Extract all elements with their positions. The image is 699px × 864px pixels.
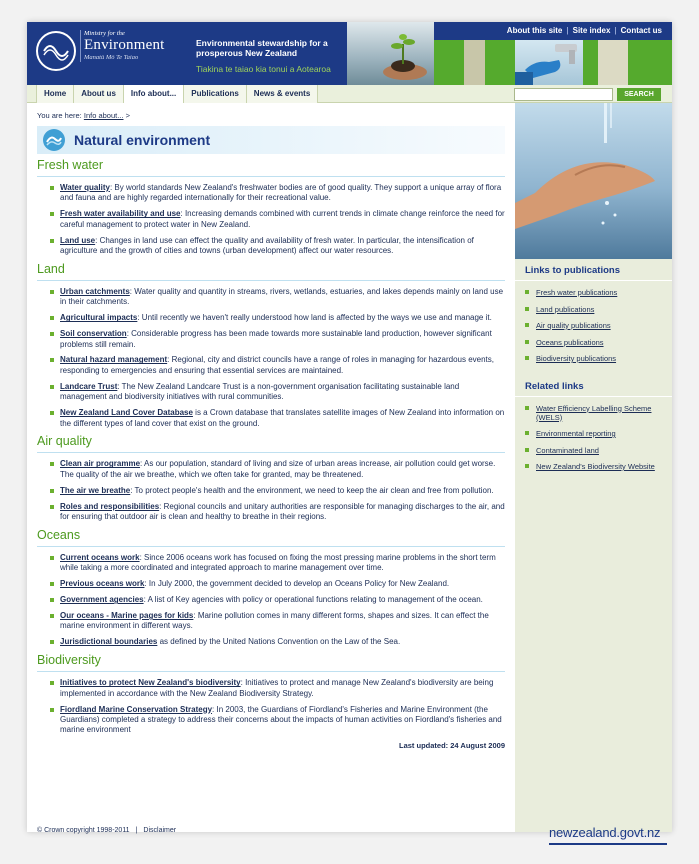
item-description: : Since 2006 oceans work has focused on fixing the most pressing marine problems in the short term while taking a more coordinated and integrated approach to marine management over time. xyxy=(60,552,496,573)
tagline-maori: Tiakina te taiao kia tonui a Aotearoa xyxy=(196,64,331,74)
item-description: : Regional, city and district councils have a range of roles in managing for hazardous events, responding to emergencies and ensuring that essential services are maintained. xyxy=(60,355,494,375)
section-fresh-water xyxy=(37,158,505,256)
color-block xyxy=(485,40,515,85)
bullet-icon xyxy=(50,582,54,586)
link-roles-responsibilities[interactable]: Roles and responsibilities xyxy=(60,501,160,511)
sidebar xyxy=(515,103,672,832)
list-item xyxy=(37,408,505,429)
list-item xyxy=(37,486,505,496)
section-land xyxy=(37,262,505,429)
bullet-icon xyxy=(50,640,54,644)
ministry-line: Ministry for the xyxy=(84,30,125,37)
bullet-icon xyxy=(50,358,54,362)
site-index-link[interactable]: Site index xyxy=(572,26,611,35)
bullet-icon xyxy=(50,186,54,190)
list-item xyxy=(525,321,664,330)
item-description: : In 2003, the Guardians of Fiordland's Fisheries and Marine Environment (the Guardians) completed a strategy to address their concerns about the impacts of human activities on Fiordland's fisheries and marine environment xyxy=(60,704,502,735)
section-list xyxy=(37,287,505,429)
copyright-text: © Crown copyright 1998-2011 xyxy=(37,827,130,834)
section-oceans xyxy=(37,528,505,648)
glove-tap-photo xyxy=(515,40,583,85)
link-biodiversity-website[interactable]: New Zealand's Biodiversity Website xyxy=(536,462,655,471)
list-item xyxy=(37,183,505,204)
bullet-icon xyxy=(50,598,54,602)
list-item xyxy=(525,404,664,422)
related-links-heading: Related links xyxy=(515,375,672,397)
section-air-quality xyxy=(37,434,505,522)
list-item xyxy=(37,579,505,589)
link-land-cover-database[interactable]: New Zealand Land Cover Database xyxy=(60,408,193,418)
ministry-environment-word: Environment xyxy=(84,37,165,53)
publications-heading: Links to publications xyxy=(515,259,672,281)
section-list xyxy=(37,553,505,648)
bullet-icon xyxy=(50,290,54,294)
bullet-icon xyxy=(50,505,54,509)
list-item xyxy=(525,462,664,471)
list-item xyxy=(37,313,505,323)
color-block xyxy=(598,40,628,85)
bullet-icon xyxy=(525,290,529,294)
list-item xyxy=(37,502,505,523)
link-urban-catchments[interactable]: Urban catchments xyxy=(60,286,130,296)
item-description: : Marine pollution comes in many different forms, shapes and sizes. It can effect the marine environment in different ways. xyxy=(60,611,489,631)
list-item xyxy=(525,288,664,297)
link-biodiversity-publications[interactable]: Biodiversity publications xyxy=(536,354,617,363)
bullet-icon xyxy=(525,307,529,311)
breadcrumb xyxy=(37,111,505,121)
item-description: : Considerable progress has been made towards more sustainable land production, however significant problems still remain. xyxy=(60,329,492,349)
list-item xyxy=(37,637,505,647)
utility-nav-separator: | xyxy=(614,26,617,35)
bullet-icon xyxy=(50,489,54,493)
link-land-use[interactable]: Land use xyxy=(60,235,96,245)
water-wave-icon xyxy=(43,129,65,151)
breadcrumb-link-info-about[interactable]: Info about... xyxy=(83,111,124,120)
tab-info-about[interactable]: Info about... xyxy=(123,85,183,103)
link-fresh-water-availability[interactable]: Fresh water availability and use xyxy=(60,209,181,219)
link-natural-hazard-management[interactable]: Natural hazard management xyxy=(60,355,168,365)
link-environmental-reporting[interactable]: Environmental reporting xyxy=(536,429,616,438)
link-clean-air-programme[interactable]: Clean air programme xyxy=(60,459,141,469)
tab-home[interactable]: Home xyxy=(36,85,73,103)
list-item xyxy=(525,338,664,347)
color-block xyxy=(434,40,464,85)
footer-separator: | xyxy=(135,827,138,834)
list-item xyxy=(37,611,505,632)
main-nav-tabs xyxy=(36,85,318,103)
search-button[interactable]: SEARCH xyxy=(617,88,661,101)
bullet-icon xyxy=(50,708,54,712)
title-bar xyxy=(37,126,505,154)
section-heading: Biodiversity xyxy=(37,653,505,672)
link-protect-biodiversity[interactable]: Initiatives to protect New Zealand's biodiversity xyxy=(60,678,241,688)
list-item xyxy=(37,678,505,699)
list-item xyxy=(37,355,505,376)
bullet-icon xyxy=(50,462,54,466)
item-description: : A list of Key agencies with policy or operational functions relating to management of the ocean. xyxy=(143,595,483,605)
item-description: : Initiatives to protect and manage New Zealand's biodiversity are being implemented in accordance with the New Zealand Biodiversity Strategy. xyxy=(60,678,494,698)
ministry-logo[interactable] xyxy=(27,22,187,85)
page-title: Natural environment xyxy=(74,132,211,148)
link-contaminated-land[interactable]: Contaminated land xyxy=(536,445,599,455)
item-description: : Water quality and quantity in streams, rivers, wetlands, estuaries, and lakes depends mainly on land use in their catchments. xyxy=(60,286,504,307)
contact-us-link[interactable]: Contact us xyxy=(620,26,662,35)
main-nav xyxy=(27,85,672,103)
list-item xyxy=(525,429,664,438)
section-list xyxy=(37,183,505,256)
item-description: : The New Zealand Landcare Trust is a non-government organisation facilitating sustainable land management and biodiversity initiatives with rural communities. xyxy=(60,381,460,402)
about-this-site-link[interactable]: About this site xyxy=(506,26,563,35)
bullet-icon xyxy=(50,385,54,389)
list-item xyxy=(525,354,664,363)
bullet-icon xyxy=(50,239,54,243)
seedling-hands-photo xyxy=(347,22,434,85)
site-header xyxy=(27,22,672,85)
item-description: : In July 2000, the government decided to develop an Oceans Policy for New Zealand. xyxy=(144,579,450,589)
link-current-oceans-work[interactable]: Current oceans work xyxy=(60,552,140,562)
bullet-icon xyxy=(50,212,54,216)
section-heading: Oceans xyxy=(37,528,505,547)
search-input[interactable] xyxy=(514,88,613,101)
list-item xyxy=(37,329,505,350)
bullet-icon xyxy=(50,411,54,415)
list-item xyxy=(37,382,505,403)
tab-news-events[interactable]: News & events xyxy=(246,85,318,103)
link-agricultural-impacts[interactable]: Agricultural impacts xyxy=(60,313,138,323)
utility-nav-separator: | xyxy=(566,26,569,35)
link-soil-conservation[interactable]: Soil conservation xyxy=(60,329,127,339)
list-item xyxy=(37,236,505,257)
last-updated: Last updated: 24 August 2009 xyxy=(399,741,505,751)
color-block xyxy=(464,40,485,85)
tagline-box xyxy=(187,22,347,85)
link-fresh-water-publications[interactable]: Fresh water publications xyxy=(536,288,618,297)
color-block xyxy=(628,40,672,85)
related-links-list xyxy=(515,397,672,483)
section-biodiversity xyxy=(37,653,505,736)
section-heading: Air quality xyxy=(37,434,505,453)
breadcrumb-suffix: > xyxy=(125,111,130,120)
tab-about-us[interactable]: About us xyxy=(73,85,123,103)
main-content xyxy=(37,103,505,750)
newzealand-govt-logo-underline xyxy=(549,843,667,845)
section-list xyxy=(37,678,505,736)
bullet-icon xyxy=(525,448,529,452)
link-landcare-trust[interactable]: Landcare Trust xyxy=(60,381,118,391)
bullet-icon xyxy=(50,332,54,336)
list-item xyxy=(525,305,664,314)
list-item xyxy=(37,209,505,230)
bullet-icon xyxy=(525,323,529,327)
list-item xyxy=(37,705,505,736)
bullet-icon xyxy=(525,406,529,410)
link-land-publications[interactable]: Land publications xyxy=(536,304,595,314)
link-oceans-publications[interactable]: Oceans publications xyxy=(536,337,604,347)
link-jurisdictional-boundaries[interactable]: Jurisdictional boundaries xyxy=(60,637,158,647)
utility-nav xyxy=(434,22,672,40)
tab-publications[interactable]: Publications xyxy=(183,85,246,103)
bullet-icon xyxy=(50,556,54,560)
section-list xyxy=(37,459,505,522)
link-fiordland-strategy[interactable]: Fiordland Marine Conservation Strategy xyxy=(60,704,213,714)
item-description: as defined by the United Nations Convention on the Law of the Sea. xyxy=(157,637,401,647)
tagline: Environmental stewardship for a prosperous New Zealand xyxy=(196,38,328,58)
bullet-icon xyxy=(50,681,54,685)
footer-copyright xyxy=(37,827,176,834)
color-block xyxy=(583,40,598,85)
item-description: : To protect people's health and the environment, we need to keep the air clean and free from pollution. xyxy=(130,485,494,495)
link-water-quality[interactable]: Water quality xyxy=(60,183,110,192)
ministry-name xyxy=(80,30,187,62)
bullet-icon xyxy=(50,614,54,618)
item-description: is a Crown database that translates satellite images of New Zealand into information on the different types of land cover that exist on the ground. xyxy=(60,408,505,428)
section-heading: Fresh water xyxy=(37,158,505,177)
item-description: : As our population, standard of living and size of urban areas increase, air pollution could get worse. The quality of the air we breathe, which we often take for granted, may be threatened. xyxy=(60,459,496,479)
link-air-we-breathe[interactable]: The air we breathe xyxy=(60,485,131,495)
section-heading: Land xyxy=(37,262,505,281)
list-item xyxy=(37,553,505,574)
footer xyxy=(0,810,699,864)
bullet-icon xyxy=(525,356,529,360)
list-item xyxy=(37,595,505,605)
breadcrumb-prefix: You are here: xyxy=(37,111,82,120)
publications-list xyxy=(515,281,672,375)
ministry-emblem-icon xyxy=(36,31,76,71)
link-government-agencies[interactable]: Government agencies xyxy=(60,595,144,605)
link-previous-oceans-work[interactable]: Previous oceans work xyxy=(60,579,145,589)
link-air-quality-publications[interactable]: Air quality publications xyxy=(536,321,611,330)
item-description: : Changes in land use can effect the quality and availability of fresh water. In particular, the intensification of agriculture and the growth of cities and towns (urban development) affect our water resources. xyxy=(60,235,474,256)
list-item xyxy=(37,287,505,308)
page xyxy=(27,22,672,832)
list-item xyxy=(525,446,664,455)
link-wels[interactable]: Water Efficiency Labelling Scheme (WELS) xyxy=(536,403,652,422)
bullet-icon xyxy=(50,316,54,320)
bullet-icon xyxy=(525,431,529,435)
bullet-icon xyxy=(525,340,529,344)
ministry-maori-name: Manatū Mō Te Taiao xyxy=(84,54,139,61)
bullet-icon xyxy=(525,464,529,468)
hand-water-photo xyxy=(515,103,672,259)
item-description: : Until recently we haven't really understood how land is affected by the ways we use and manage it. xyxy=(137,313,492,323)
list-item xyxy=(37,459,505,480)
item-description: : By world standards New Zealand's freshwater bodies are of good quality. They support a unique array of flora and fauna and are highly regarded internationally for their recreational value. xyxy=(60,183,502,203)
disclaimer-link[interactable]: Disclaimer xyxy=(143,827,177,834)
link-marine-pages-for-kids[interactable]: Our oceans - Marine pages for kids xyxy=(60,611,194,621)
item-description: : Regional councils and unitary authorities are responsible for managing discharges to the air, and for ensuring that outdoor air is clean and healthy to breathe in their regions. xyxy=(60,501,505,522)
newzealand-govt-logo[interactable]: newzealand.govt.nz xyxy=(549,825,661,840)
item-description: : Increasing demands combined with current trends in climate change reinforce the need for careful management to protect water in New Zealand. xyxy=(60,209,505,229)
